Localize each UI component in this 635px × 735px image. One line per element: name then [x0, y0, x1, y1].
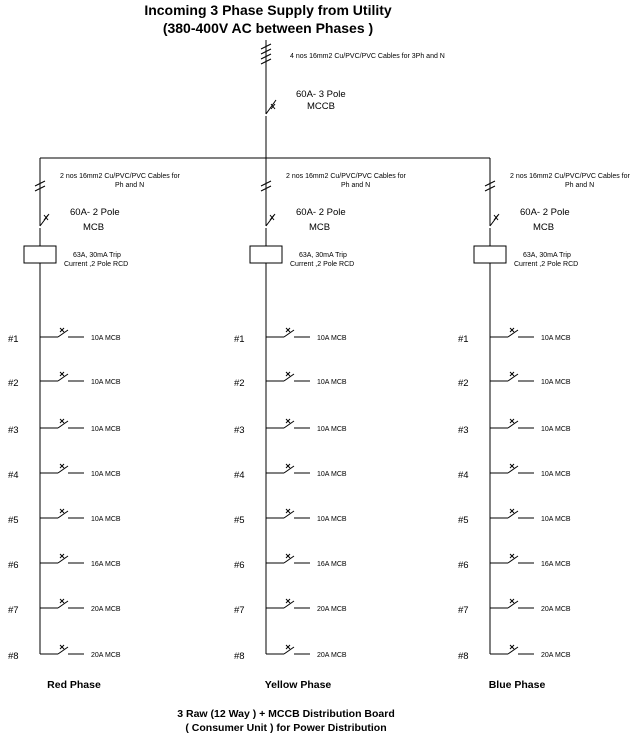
diagram-title-line1: Incoming 3 Phase Supply from Utility [144, 2, 392, 18]
circuit-number: #5 [8, 515, 19, 526]
circuit-breaker-5 [458, 509, 571, 526]
circuit-rating-label: 10A MCB [541, 426, 571, 433]
circuit-breaker-2 [234, 372, 347, 389]
mccb-label-rating: 60A- 3 Pole [296, 89, 346, 100]
circuit-number: #2 [234, 378, 245, 389]
phase-mcb-type: MCB [309, 222, 331, 233]
circuit-number: #6 [8, 560, 19, 571]
circuit-number: #3 [234, 425, 245, 436]
phase-rcd-label: 63A, 30mA Trip [523, 252, 571, 259]
circuit-number: #8 [8, 651, 19, 662]
phase-column-3 [458, 158, 630, 691]
circuit-rating-label: 10A MCB [317, 379, 347, 386]
phase-column-1 [8, 158, 180, 691]
phase-cable-label-2: Ph and N [115, 182, 145, 189]
phase-rcd-box [24, 246, 56, 263]
circuit-breaker-8 [234, 645, 347, 662]
circuit-number: #6 [234, 560, 245, 571]
phase-mcb-symbol [266, 214, 275, 246]
circuit-rating-label: 10A MCB [541, 471, 571, 478]
mccb-label-type: MCCB [307, 101, 335, 112]
phase-rcd-label: 63A, 30mA Trip [299, 252, 347, 259]
main-incoming-cable [261, 40, 271, 108]
circuit-rating-label: 10A MCB [91, 379, 121, 386]
circuit-breaker-4 [458, 464, 571, 481]
circuit-breaker-7 [234, 599, 347, 616]
circuit-breaker-6 [234, 554, 347, 571]
circuit-number: #6 [458, 560, 469, 571]
phase-cable-label: 2 nos 16mm2 Cu/PVC/PVC Cables for [286, 173, 406, 180]
diagram-footer-line2: ( Consumer Unit ) for Power Distribution [185, 722, 387, 734]
circuit-breaker-6 [8, 554, 121, 571]
phase-rcd-label-2: Current ,2 Pole RCD [514, 261, 579, 268]
circuit-number: #1 [458, 334, 469, 345]
phase-rcd-box [250, 246, 282, 263]
diagram-footer-line1: 3 Raw (12 Way ) + MCCB Distribution Board [177, 708, 395, 720]
circuit-rating-label: 10A MCB [91, 426, 121, 433]
phase-mcb-type: MCB [83, 222, 105, 233]
circuit-rating-label: 10A MCB [317, 426, 347, 433]
phase-name: Red Phase [47, 679, 101, 691]
phase-cable-label-2: Ph and N [341, 182, 371, 189]
phase-mcb-symbol [490, 214, 499, 246]
circuit-rating-label: 20A MCB [91, 606, 121, 613]
phase-name: Blue Phase [488, 679, 546, 691]
circuit-rating-label: 16A MCB [541, 561, 571, 568]
circuit-number: #8 [458, 651, 469, 662]
circuit-number: #7 [234, 605, 245, 616]
circuit-breaker-7 [8, 599, 121, 616]
phase-mcb-rating: 60A- 2 Pole [296, 207, 346, 218]
circuit-number: #1 [234, 334, 245, 345]
circuit-rating-label: 10A MCB [541, 379, 571, 386]
circuit-breaker-6 [458, 554, 571, 571]
circuit-breaker-1 [458, 328, 571, 345]
phase-cable-label-2: Ph and N [565, 182, 595, 189]
phase-mcb-symbol [40, 214, 49, 246]
circuit-number: #4 [234, 470, 245, 481]
phase-rcd-label-2: Current ,2 Pole RCD [290, 261, 355, 268]
circuit-rating-label: 10A MCB [541, 516, 571, 523]
circuit-breaker-2 [8, 372, 121, 389]
circuit-rating-label: 16A MCB [317, 561, 347, 568]
circuit-breaker-2 [458, 372, 571, 389]
main-cable-label: 4 nos 16mm2 Cu/PVC/PVC Cables for 3Ph and N [290, 53, 445, 60]
circuit-rating-label: 10A MCB [541, 335, 571, 342]
phase-mcb-rating: 60A- 2 Pole [70, 207, 120, 218]
circuit-number: #4 [8, 470, 19, 481]
circuit-rating-label: 16A MCB [91, 561, 121, 568]
phase-cable-label: 2 nos 16mm2 Cu/PVC/PVC Cables for [510, 173, 630, 180]
circuit-number: #8 [234, 651, 245, 662]
circuit-number: #7 [458, 605, 469, 616]
circuit-number: #3 [458, 425, 469, 436]
phase-name: Yellow Phase [264, 679, 332, 691]
phase-rcd-label: 63A, 30mA Trip [73, 252, 121, 259]
circuit-rating-label: 10A MCB [91, 335, 121, 342]
circuit-breaker-4 [8, 464, 121, 481]
circuit-rating-label: 10A MCB [91, 471, 121, 478]
circuit-number: #2 [8, 378, 19, 389]
circuit-breaker-5 [8, 509, 121, 526]
circuit-number: #5 [458, 515, 469, 526]
circuit-rating-label: 20A MCB [91, 652, 121, 659]
phase-cable-label: 2 nos 16mm2 Cu/PVC/PVC Cables for [60, 173, 180, 180]
circuit-breaker-1 [8, 328, 121, 345]
circuit-breaker-1 [234, 328, 347, 345]
circuit-breaker-3 [8, 419, 121, 436]
circuit-number: #7 [8, 605, 19, 616]
circuit-breaker-5 [234, 509, 347, 526]
circuit-rating-label: 20A MCB [541, 606, 571, 613]
circuit-rating-label: 20A MCB [541, 652, 571, 659]
circuit-rating-label: 10A MCB [317, 516, 347, 523]
phase-mcb-rating: 60A- 2 Pole [520, 207, 570, 218]
circuit-rating-label: 10A MCB [317, 335, 347, 342]
diagram-title-line2: (380-400V AC between Phases ) [162, 20, 374, 36]
phase-rcd-box [474, 246, 506, 263]
circuit-number: #2 [458, 378, 469, 389]
circuit-rating-label: 20A MCB [317, 652, 347, 659]
phase-rcd-label-2: Current ,2 Pole RCD [64, 261, 129, 268]
circuit-breaker-3 [234, 419, 347, 436]
circuit-rating-label: 10A MCB [317, 471, 347, 478]
circuit-number: #1 [8, 334, 19, 345]
circuit-breaker-8 [8, 645, 121, 662]
circuit-breaker-4 [234, 464, 347, 481]
circuit-rating-label: 20A MCB [317, 606, 347, 613]
mccb-switch-symbol [266, 100, 276, 158]
circuit-breaker-8 [458, 645, 571, 662]
circuit-rating-label: 10A MCB [91, 516, 121, 523]
circuit-number: #4 [458, 470, 469, 481]
circuit-number: #3 [8, 425, 19, 436]
phase-column-2 [234, 158, 406, 691]
phase-mcb-type: MCB [533, 222, 555, 233]
circuit-breaker-7 [458, 599, 571, 616]
circuit-breaker-3 [458, 419, 571, 436]
circuit-number: #5 [234, 515, 245, 526]
